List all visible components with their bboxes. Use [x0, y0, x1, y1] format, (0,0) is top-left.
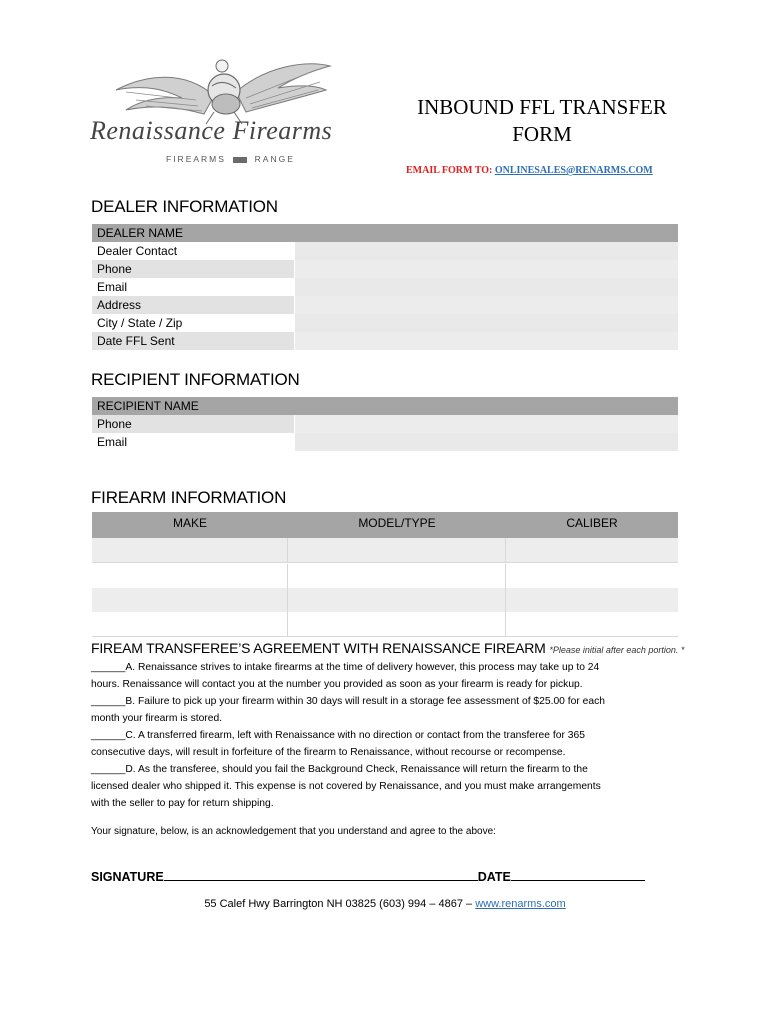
form-title-line2: FORM [512, 122, 572, 146]
column-make: MAKE [172, 516, 207, 530]
firearm-make-cell[interactable] [92, 564, 288, 588]
date-label: DATE [477, 870, 511, 884]
dealer-date-label: Date FFL Sent [92, 332, 294, 350]
form-title-line1: INBOUND FFL TRANSFER [417, 95, 667, 119]
recipient-name-row [92, 397, 678, 415]
signature-field[interactable] [164, 868, 478, 881]
footer-address: 55 Calef Hwy Barrington NH 03825 (603) 994 – 4867 – [204, 898, 476, 910]
dealer-name-label: DEALER NAME [97, 226, 184, 240]
firearm-caliber-cell[interactable] [506, 612, 678, 636]
agreement-line-5: ______C. A transferred firearm, left with Renaissance with no direction or contact from the transferee for 365 [91, 730, 585, 741]
firearm-table-header [92, 512, 678, 538]
dealer-city-field[interactable] [294, 314, 678, 332]
dealer-email-field[interactable] [294, 278, 678, 296]
email-instructions [406, 165, 653, 176]
signature-label: SIGNATURE [91, 870, 164, 884]
firearm-row-1 [92, 538, 678, 563]
dealer-table [92, 224, 678, 352]
firearm-row-2 [92, 564, 678, 589]
footer [0, 898, 770, 910]
flag-icon [233, 157, 247, 163]
firearm-caliber-cell[interactable] [506, 564, 678, 588]
recipient-phone-field[interactable] [294, 415, 678, 433]
brand-subtitle-left: FIREARMS [166, 154, 226, 164]
recipient-section-title: RECIPIENT INFORMATION [91, 370, 300, 389]
firearm-model-cell[interactable] [288, 612, 506, 636]
recipient-email-label: Email [97, 435, 128, 449]
dealer-contact-field[interactable] [294, 242, 678, 260]
firearm-row-3 [92, 588, 678, 613]
firearm-model-cell[interactable] [288, 588, 506, 612]
brand-subtitle [166, 154, 295, 164]
column-caliber: CALIBER [566, 516, 618, 530]
firearm-caliber-cell[interactable] [506, 538, 678, 562]
dealer-section-title: DEALER INFORMATION [91, 197, 278, 216]
dealer-city-row [92, 314, 678, 332]
recipient-phone-row [92, 415, 678, 433]
firearm-row-4 [92, 612, 678, 637]
firearm-caliber-cell[interactable] [506, 588, 678, 612]
dealer-phone-label: Phone [92, 260, 294, 278]
agreement-line-3: ______B. Failure to pick up your firearm within 30 days will result in a storage fee assessment of $25.00 for each [91, 696, 605, 707]
firearm-table [92, 512, 678, 636]
signature-line [91, 868, 645, 884]
eagle-logo-icon [86, 40, 358, 170]
dealer-date-field[interactable] [294, 332, 678, 350]
firearm-make-cell[interactable] [92, 588, 288, 612]
dealer-phone-row [92, 260, 678, 278]
dealer-contact-label: Dealer Contact [97, 244, 178, 258]
recipient-phone-label: Phone [92, 415, 294, 433]
recipient-name-label: RECIPIENT NAME [97, 399, 199, 413]
dealer-address-field[interactable] [294, 296, 678, 314]
firearm-model-cell[interactable] [288, 538, 506, 562]
agreement-line-1: ______A. Renaissance strives to intake firearms at the time of delivery however, this process may take up to 24 [91, 662, 600, 673]
agreement-title-text: FIREAM TRANSFEREE’S AGREEMENT WITH RENAISSANCE FIREARM [91, 640, 546, 656]
dealer-phone-field[interactable] [294, 260, 678, 278]
agreement-line-2: hours. Renaissance will contact you at the number you provided as soon as your firearm is ready for pickup. [91, 679, 583, 690]
dealer-email-label: Email [97, 280, 128, 294]
agreement-line-9: with the seller to pay for return shipping. [91, 798, 274, 809]
recipient-email-field[interactable] [294, 433, 678, 451]
firearm-make-cell[interactable] [92, 538, 288, 562]
recipient-email-row [92, 433, 678, 451]
form-title [392, 94, 692, 148]
brand-subtitle-right: RANGE [254, 154, 295, 164]
dealer-email-row [92, 278, 678, 296]
recipient-table [92, 397, 678, 451]
dealer-address-label: Address [92, 296, 294, 314]
agreement-line-6: consecutive days, will result in forfeiture of the firearm to Renaissance, without recourse or recompense. [91, 747, 566, 758]
dealer-date-row [92, 332, 678, 350]
email-label: EMAIL FORM TO: [406, 165, 493, 176]
firearm-make-cell[interactable] [92, 612, 288, 636]
dealer-address-row [92, 296, 678, 314]
email-link[interactable]: ONLINESALES@RENARMS.COM [494, 165, 653, 176]
acknowledgement-text: Your signature, below, is an acknowledgement that you understand and agree to the above: [91, 826, 496, 837]
column-model-type: MODEL/TYPE [358, 516, 436, 530]
company-logo [86, 40, 358, 170]
agreement-line-7: ______D. As the transferee, should you fail the Background Check, Renaissance will return the firearm to the [91, 764, 588, 775]
date-field[interactable] [511, 868, 645, 881]
dealer-contact-row [92, 242, 678, 260]
agreement-title [91, 640, 684, 656]
firearm-model-cell[interactable] [288, 564, 506, 588]
agreement-line-4: month your firearm is stored. [91, 713, 223, 724]
website-link[interactable]: www.renarms.com [475, 898, 566, 910]
brand-wordmark: Renaissance Firearms [90, 116, 333, 145]
dealer-city-label: City / State / Zip [97, 316, 183, 330]
dealer-name-row [92, 224, 678, 242]
agreement-line-8: licensed dealer who shipped it. This expense is not covered by Renaissance, and you must make arrangements [91, 781, 601, 792]
agreement-note: *Please initial after each portion. * [549, 645, 685, 655]
firearm-section-title: FIREARM INFORMATION [91, 488, 287, 507]
